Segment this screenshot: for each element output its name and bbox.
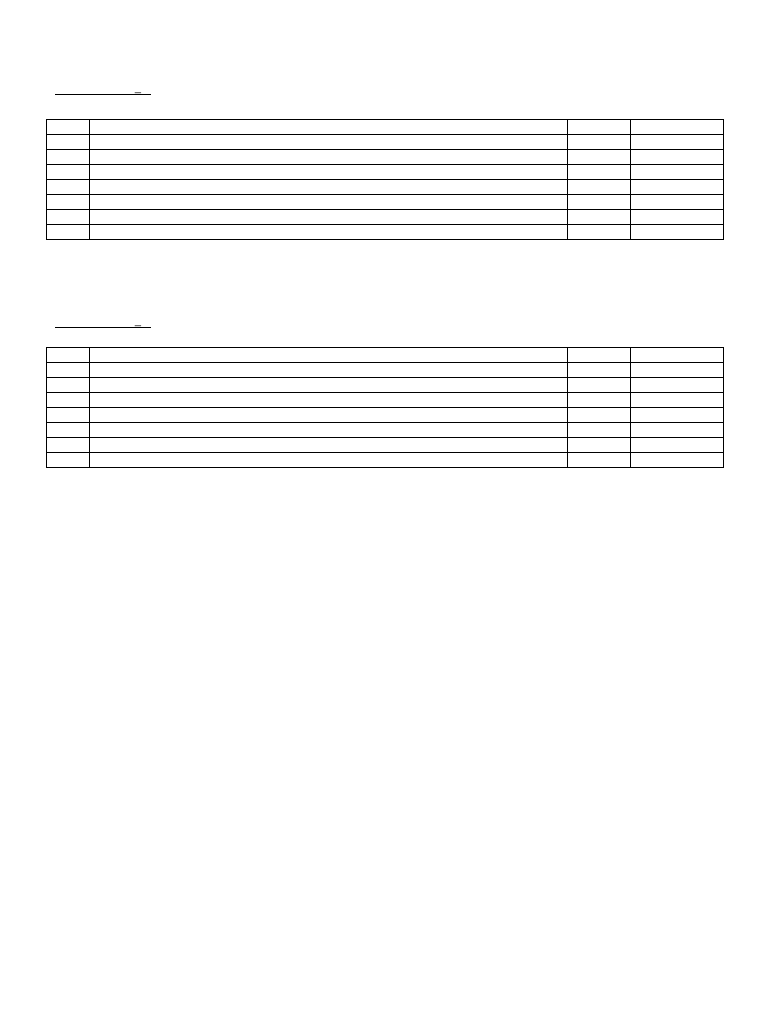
table-cell <box>47 348 90 363</box>
table-cell <box>631 393 724 408</box>
table-body <box>47 120 724 240</box>
table-cell <box>90 180 568 195</box>
table-row <box>47 378 724 393</box>
table-row <box>47 393 724 408</box>
table-cell <box>90 393 568 408</box>
table-row <box>47 180 724 195</box>
table-row <box>47 195 724 210</box>
table-cell <box>47 210 90 225</box>
table-row <box>47 135 724 150</box>
table-cell <box>631 348 724 363</box>
table-row <box>47 210 724 225</box>
table-cell <box>90 195 568 210</box>
table-cell <box>47 378 90 393</box>
table-cell <box>47 453 90 468</box>
table-cell <box>90 348 568 363</box>
table-cell <box>90 408 568 423</box>
table-cell <box>631 225 724 240</box>
table-cell <box>90 135 568 150</box>
table-cell <box>47 165 90 180</box>
table-cell <box>568 393 631 408</box>
table-cell <box>631 180 724 195</box>
table-cell <box>47 393 90 408</box>
table-cell <box>90 120 568 135</box>
table-cell <box>47 120 90 135</box>
table-cell <box>90 423 568 438</box>
table-cell <box>568 363 631 378</box>
table-cell <box>568 195 631 210</box>
table-cell <box>90 150 568 165</box>
table-cell <box>47 195 90 210</box>
table-cell <box>90 363 568 378</box>
table-cell <box>568 378 631 393</box>
table-cell <box>631 423 724 438</box>
table-cell <box>47 150 90 165</box>
table-cell <box>90 210 568 225</box>
table-cell <box>631 120 724 135</box>
table-row <box>47 120 724 135</box>
table-cell <box>47 438 90 453</box>
table-cell <box>568 423 631 438</box>
section-heading: _ <box>55 316 151 328</box>
table-cell <box>631 438 724 453</box>
table-cell <box>568 180 631 195</box>
table-cell <box>568 210 631 225</box>
table-cell <box>631 135 724 150</box>
table-row <box>47 408 724 423</box>
table-cell <box>568 348 631 363</box>
table-cell <box>568 408 631 423</box>
table-row <box>47 453 724 468</box>
table-cell <box>47 225 90 240</box>
table-cell <box>47 423 90 438</box>
table-cell <box>631 150 724 165</box>
table-row <box>47 348 724 363</box>
data-table <box>46 119 724 240</box>
table-cell <box>90 378 568 393</box>
table-cell <box>631 363 724 378</box>
table-cell <box>90 165 568 180</box>
table-cell <box>90 225 568 240</box>
table-cell <box>568 135 631 150</box>
table-row <box>47 225 724 240</box>
table-row <box>47 165 724 180</box>
table-row <box>47 363 724 378</box>
table-cell <box>90 453 568 468</box>
table-cell <box>631 408 724 423</box>
table-cell <box>631 195 724 210</box>
table-body <box>47 348 724 468</box>
table-cell <box>47 408 90 423</box>
table-cell <box>631 453 724 468</box>
table-cell <box>568 438 631 453</box>
table-cell <box>631 210 724 225</box>
table-cell <box>631 165 724 180</box>
data-table <box>46 347 724 468</box>
table-row <box>47 438 724 453</box>
table-cell <box>568 165 631 180</box>
table-cell <box>568 225 631 240</box>
table-cell <box>568 120 631 135</box>
table-cell <box>631 378 724 393</box>
table-cell <box>90 438 568 453</box>
table-cell <box>47 363 90 378</box>
table-row <box>47 150 724 165</box>
table-cell <box>47 180 90 195</box>
table-cell <box>568 453 631 468</box>
section-heading: _ <box>55 83 151 95</box>
table-cell <box>568 150 631 165</box>
table-row <box>47 423 724 438</box>
table-cell <box>47 135 90 150</box>
